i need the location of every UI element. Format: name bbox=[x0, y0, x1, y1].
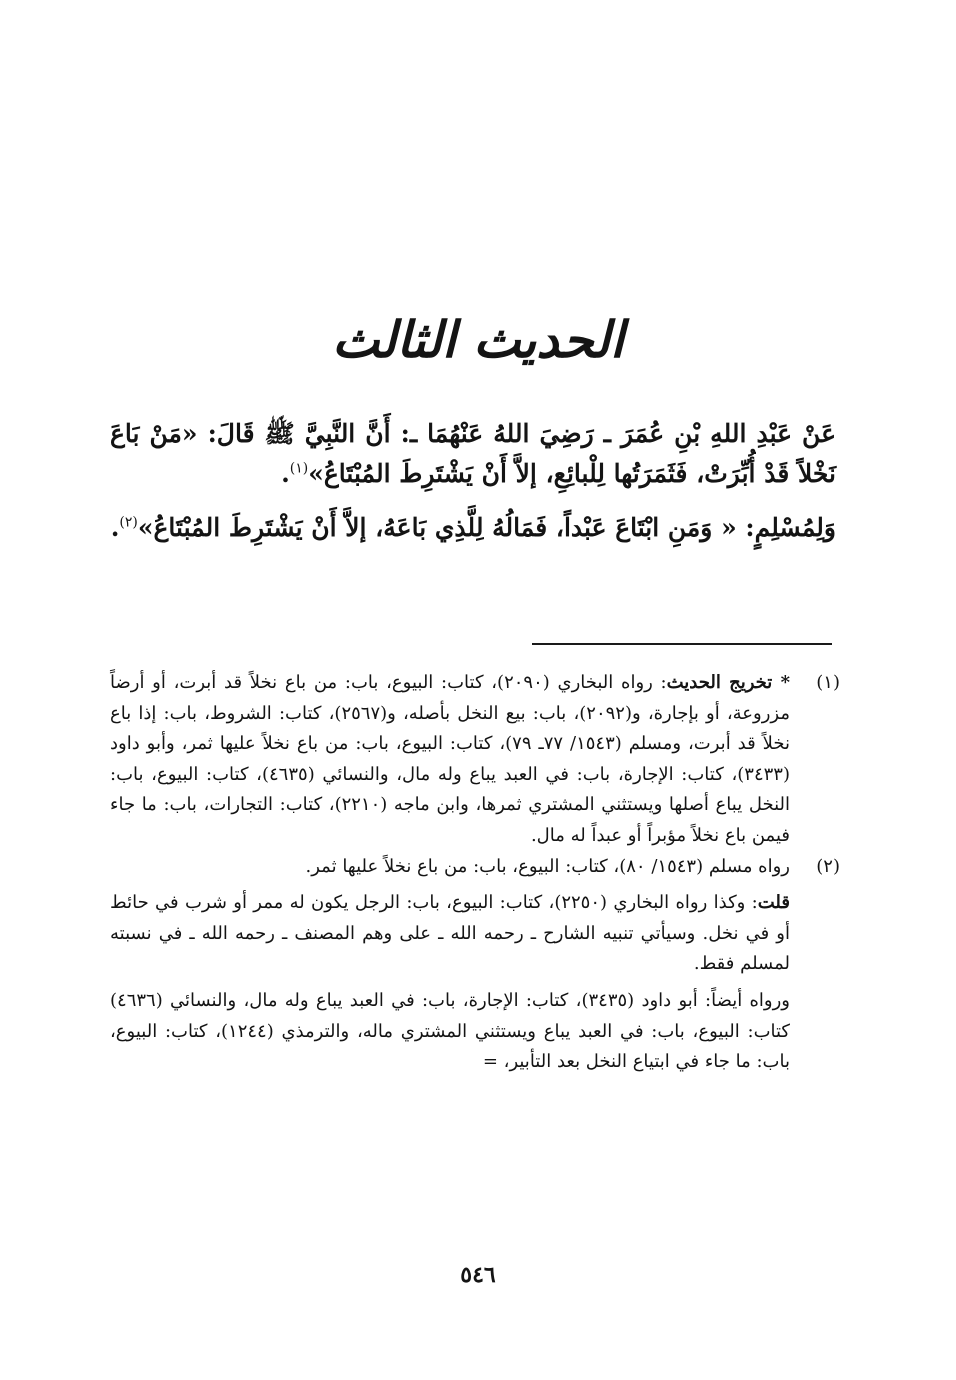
footnote-qult bbox=[110, 888, 790, 980]
footnotes bbox=[110, 668, 840, 1078]
footnote-ref-1: (١) bbox=[289, 460, 309, 477]
hadith-paragraph-1-end: . bbox=[281, 459, 290, 488]
footnote-separator bbox=[532, 643, 832, 645]
chapter-title: الحديث الثالث bbox=[332, 310, 624, 369]
footnote-2 bbox=[110, 852, 840, 883]
footnote-also-text: ورواه أيضاً: أبو داود (٣٤٣٥)، كتاب: الإجارة، باب: في العبد يباع وله مال، والنسائي (٤٦٣٦) كتاب: البيوع، باب: في العبد يباع ويستثني المشتري ماله، والترمذي (١٢٤٤)، كتاب: البيوع، باب: ما جاء في ابتياع النخل بعد التأبير، = bbox=[110, 989, 791, 1073]
footnote-2-text: رواه مسلم (١٥٤٣/ ٨٠)، كتاب: البيوع، باب: من باع نخلاً عليها ثمر. bbox=[305, 855, 790, 877]
hadith-paragraph-2 bbox=[110, 508, 836, 548]
footnote-qult-text: : وكذا رواه البخاري (٢٢٥٠)، كتاب: البيوع، باب: الرجل يكون له ممر أو شرب في حائط أو في نخل. وسيأتي تنبيه الشارح ـ رحمه الله ـ على وهم المصنف ـ رحمه الله ـ في نسبته لمسلم فقط. bbox=[110, 892, 790, 975]
footnote-also bbox=[110, 986, 790, 1078]
hadith-paragraph-2-end: . bbox=[110, 513, 120, 542]
hadith-text bbox=[110, 414, 836, 562]
footnote-1-label: * تخريج الحديث bbox=[666, 672, 790, 693]
footnote-1-number: (١) bbox=[816, 672, 840, 693]
hadith-paragraph-1 bbox=[110, 414, 836, 494]
footnote-ref-2: (٢) bbox=[119, 514, 138, 531]
hadith-paragraph-2-text: وَلِمُسْلِمٍ: « وَمَنِ ابْتَاعَ عَبْداً، فَمَالُهُ لِلَّذِي بَاعَهُ، إلاَّ أَنْ يَشْتَرِطَ المُبْتَاعُ» bbox=[137, 513, 836, 542]
page-number: ٥٤٦ bbox=[460, 1262, 496, 1288]
hadith-paragraph-1-text: عَنْ عَبْدِ اللهِ بْنِ عُمَرَ ـ رَضِيَ اللهُ عَنْهُمَا ـ: أَنَّ النَّبِيَّ ﷺ قَالَ: «مَنْ بَاعَ نَخْلاً قَدْ أُبِّرَتْ، فَثَمَرَتُها لِلْبائِعِ، إلاَّ أَنْ يَشْتَرِطَ المُبْتَاعُ» bbox=[110, 419, 836, 488]
footnote-2-number: (٢) bbox=[816, 855, 840, 877]
footnote-1 bbox=[110, 668, 840, 852]
footnote-1-text: : رواه البخاري (٢٠٩٠)، كتاب: البيوع، باب: من باع نخلاً قد أبرت، أو أرضاً مزروعة، أو بإجارة، و(٢٠٩٢)، باب: بيع النخل بأصله، و(٢٥٦٧)، كتاب: الشروط، باب: إذا باع نخلاً قد أبرت، ومسلم (١٥٤٣/ ٧٧ـ ٧٩)، كتاب: البيوع، باب: من باع نخلاً عليها ثمر، وأبو داود (٣٤٣٣)، كتاب: الإجارة، باب: في العبد يباع وله مال، والنسائي (٤٦٣٥)، كتاب: البيوع، باب: النخل يباع أصلها ويستثني المشتري ثمرها، وابن ماجه (٢٢١٠)، كتاب: التجارات، باب: ما جاء فيمن باع نخلاً مؤبراً أو عبداً له مال. bbox=[110, 672, 790, 846]
footnote-qult-label: قلت bbox=[757, 892, 790, 914]
